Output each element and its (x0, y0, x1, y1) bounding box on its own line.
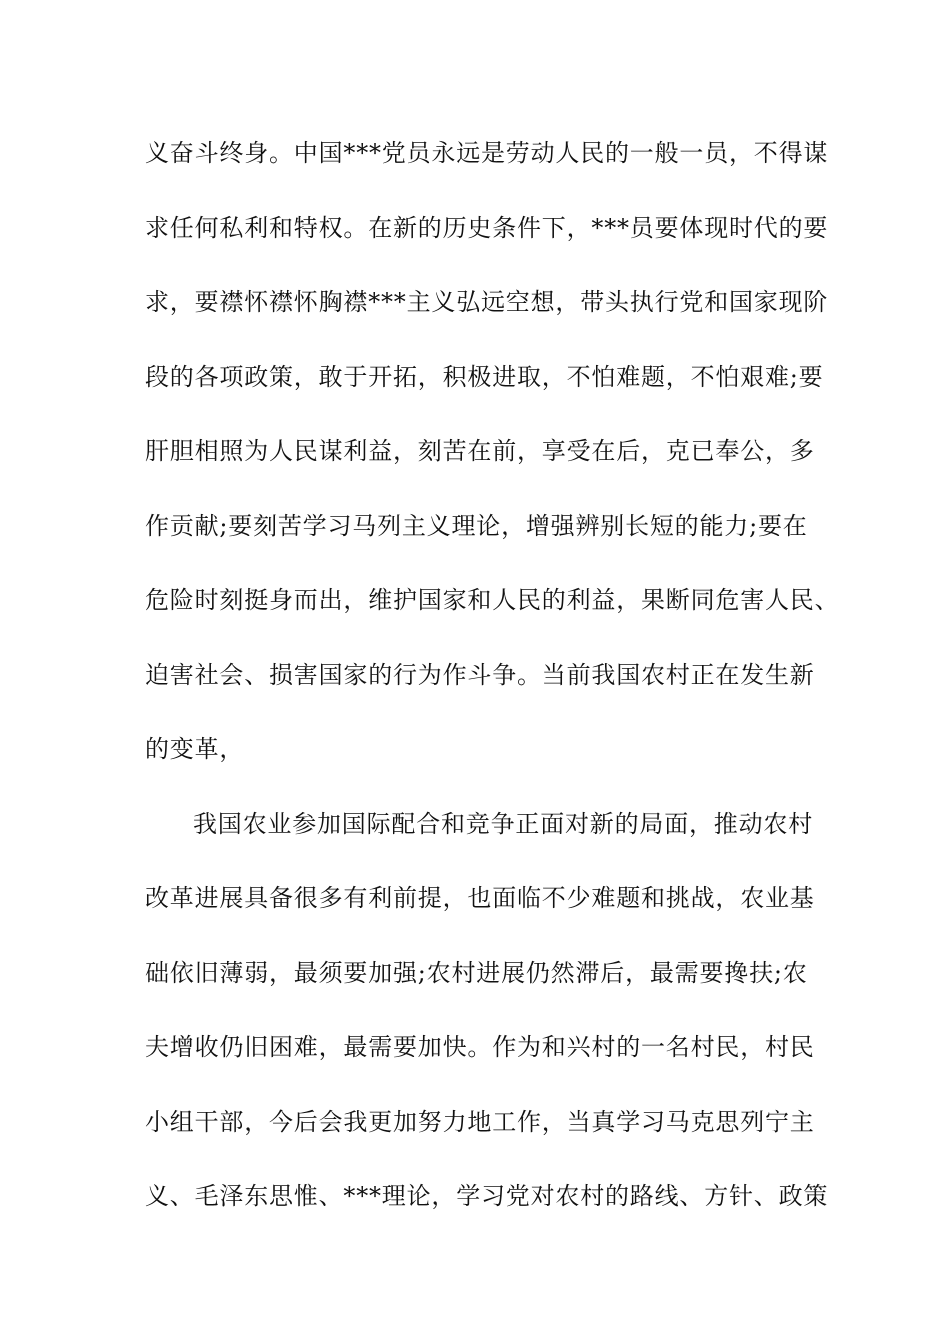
text-line: 我国农业参加国际配合和竞争正面对新的局面，推动农村 (193, 809, 813, 838)
text-line: 的变革， (145, 735, 245, 763)
text-line: 段的各项政策，敢于开拓，积极进取，不怕难题，不怕艰难;要 (145, 362, 824, 391)
text-line: 求，要襟怀襟怀胸襟***主义弘远空想，带头执行党和国家现阶 (145, 288, 829, 316)
body-text (145, 129, 845, 1247)
paragraph-1 (145, 129, 845, 800)
text-line: 础依旧薄弱，最须要加强;农村进展仍然滞后，最需要搀扶;农 (145, 958, 808, 987)
text-line: 小组干部，今后会我更加努力地工作，当真学习马克思列宁主 (145, 1107, 815, 1136)
text-line: 迫害社会、损害国家的行为作斗争。当前我国农村正在发生新 (145, 660, 815, 689)
text-line: 危险时刻挺身而出，维护国家和人民的利益，果断同危害人民、 (145, 586, 840, 614)
text-line: 改革进展具备很多有利前提，也面临不少难题和挑战，农业基 (145, 884, 815, 912)
text-line: 作贡献;要刻苦学习马列主义理论，增强辨别长短的能力;要在 (145, 511, 808, 540)
text-line: 夫增收仍旧困难，最需要加快。作为和兴村的一名村民，村民 (145, 1033, 815, 1061)
paragraph-2 (145, 800, 845, 1247)
text-line: 肝胆相照为人民谋利益，刻苦在前，享受在后，克已奉公，多 (145, 437, 815, 465)
text-line: 求任何私利和特权。在新的历史条件下，***员要体现时代的要 (145, 213, 829, 242)
text-line: 义奋斗终身。中国***党员永远是劳动人民的一般一员，不得谋 (145, 139, 829, 167)
text-line: 义、毛泽东思惟、***理论，学习党对农村的路线、方针、政策 (145, 1182, 829, 1210)
